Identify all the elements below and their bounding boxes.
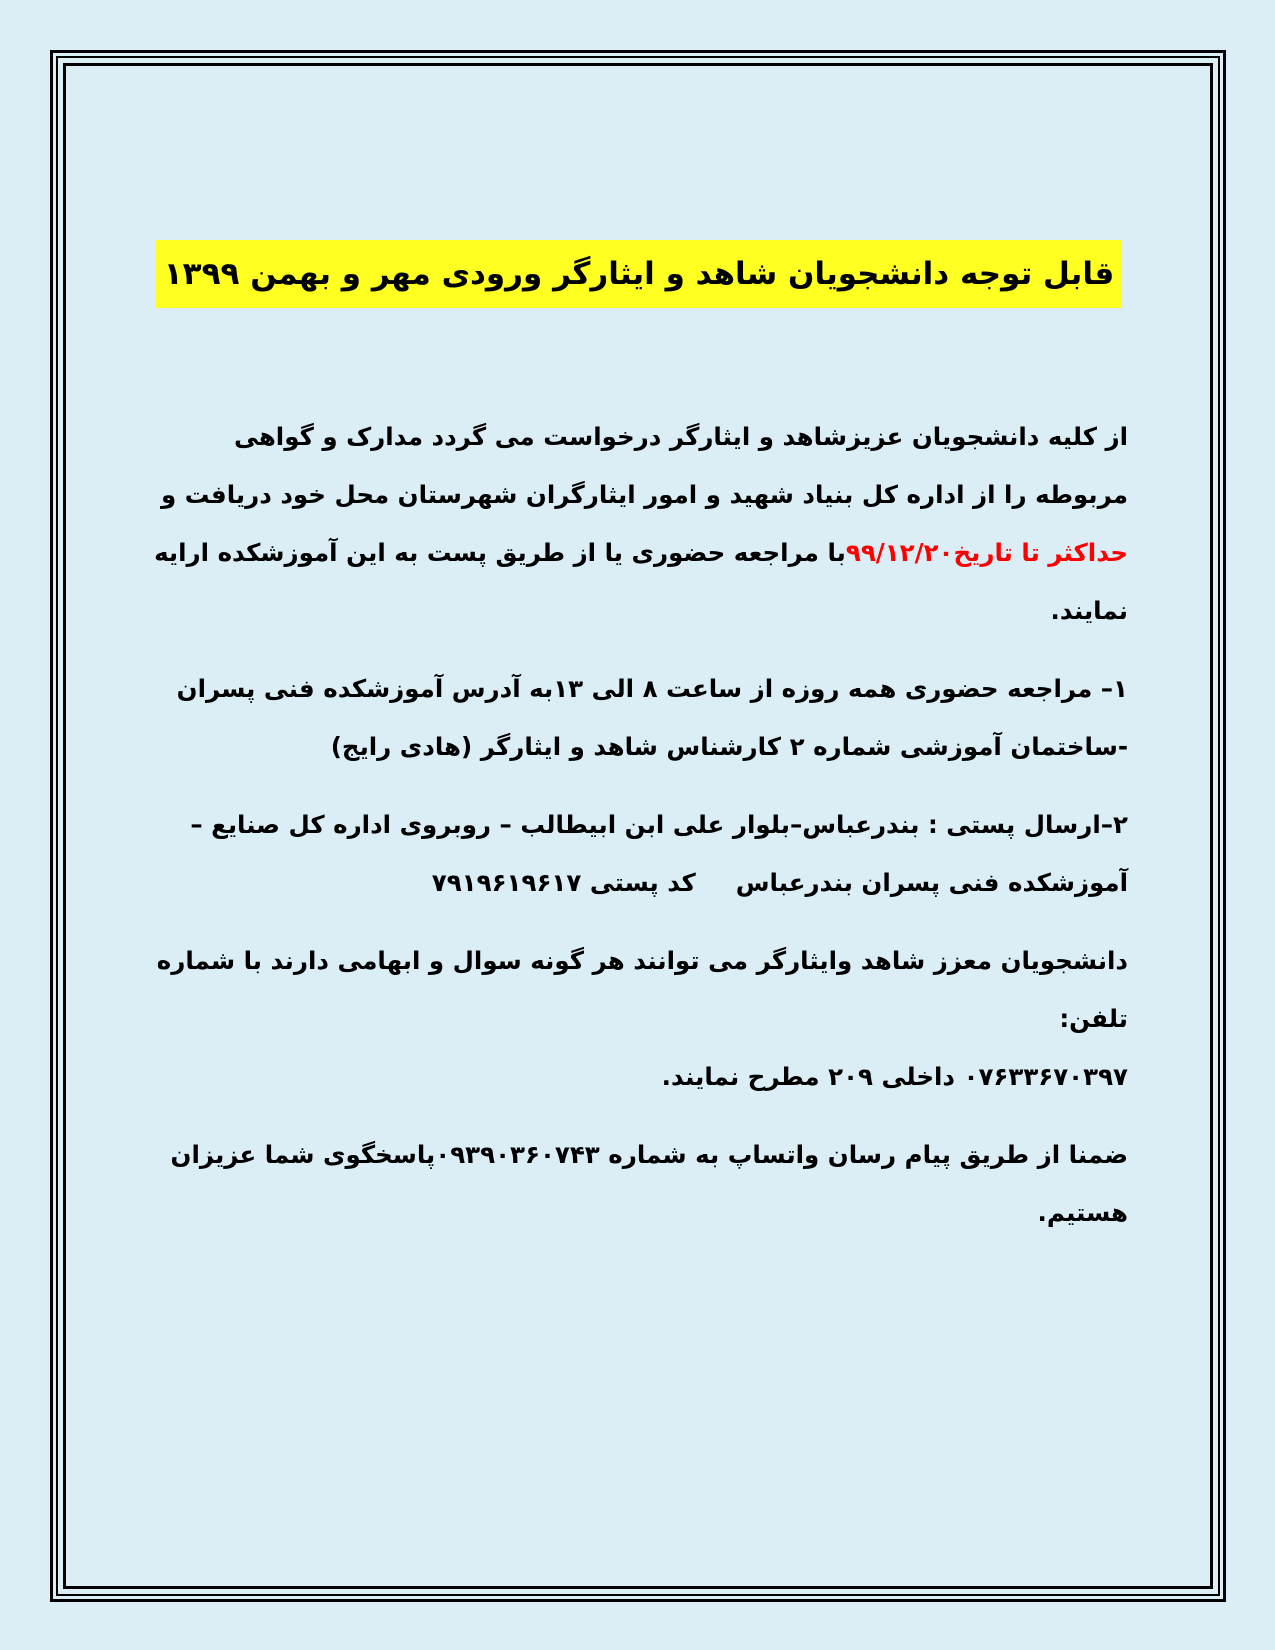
phone-contact <box>150 932 1128 1106</box>
deadline-text: حداکثر تا تاریخ۹۹/۱۲/۲۰ <box>845 538 1128 567</box>
in-person-instruction: ۱– مراجعه حضوری همه روزه از ساعت ۸ الی ۱۳به آدرس آموزشکده فنی پسران -ساختمان آموزشی شماره ۲ کارشناس شاهد و ایثارگر (هادی رایج) <box>176 674 1128 761</box>
postal-address: ۲–ارسال پستی : بندرعباس–بلوار علی ابن ابیطالب – روبروی اداره کل صنایع – آموزشکده فنی پسران بندرعباس <box>190 810 1128 897</box>
title-container <box>150 240 1128 308</box>
intro-paragraph <box>150 408 1128 640</box>
postal-instruction <box>150 796 1128 912</box>
phone-contact-line1: دانشجویان معزز شاهد وایثارگر می توانند هر گونه سوال و ابهامی دارند با شماره تلفن: <box>156 946 1128 1033</box>
announcement-body <box>150 240 1128 1242</box>
postal-code: کد پستی ۷۹۱۹۶۱۹۶۱۷ <box>431 868 696 897</box>
intro-text-part2: با مراجعه حضوری یا از طریق پست به این آموزشکده ارایه نمایند. <box>154 538 1128 625</box>
phone-contact-line2: ۰۷۶۳۳۶۷۰۳۹۷ داخلی ۲۰۹ مطرح نمایند. <box>661 1062 1128 1091</box>
whatsapp-contact: ضمنا از طریق پیام رسان واتساپ به شماره ۰۹۳۹۰۳۶۰۷۴۳پاسخگوی شما عزیزان هستیم. <box>170 1140 1128 1227</box>
intro-text-part1: از کلیه دانشجویان عزیزشاهد و ایثارگر درخواست می گردد مدارک و گواهی مربوطه را از اداره کل بنیاد شهید و امور ایثارگران شهرستان محل خود دریافت و <box>160 422 1128 509</box>
announcement-title: قابل توجه دانشجویان شاهد و ایثارگر ورودی مهر و بهمن ۱۳۹۹ <box>156 240 1123 308</box>
